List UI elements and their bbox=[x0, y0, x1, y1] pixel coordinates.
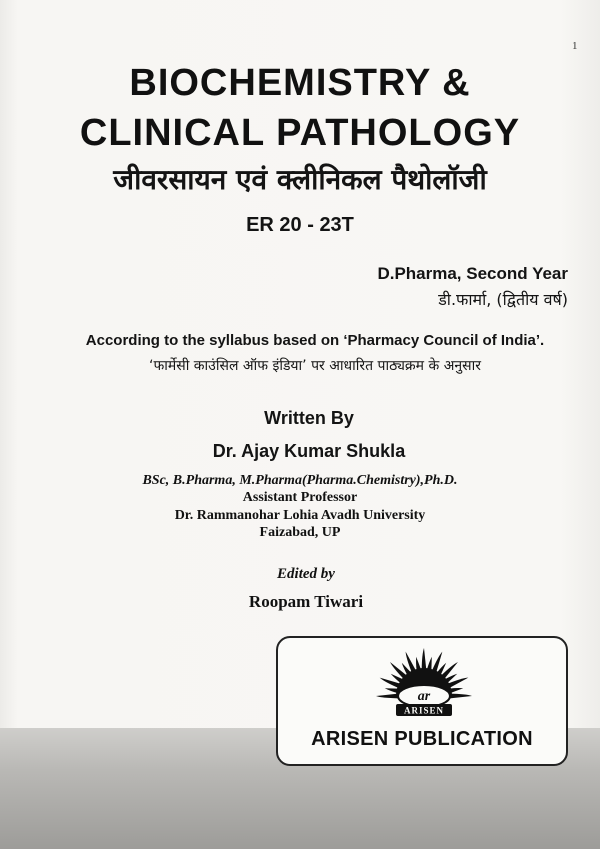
logo-ray bbox=[422, 648, 427, 670]
author-name: Dr. Ajay Kumar Shukla bbox=[212, 441, 406, 461]
book-title-line-1: BIOCHEMISTRY & bbox=[129, 62, 471, 104]
publisher-logo bbox=[374, 644, 474, 720]
logo-monogram: ar bbox=[417, 689, 431, 704]
author-university: Dr. Rammanohar Lohia Avadh University bbox=[174, 508, 426, 523]
course-name: D.Pharma, Second Year bbox=[377, 264, 568, 283]
course-code: ER 20 - 23T bbox=[246, 214, 354, 236]
author-position: Assistant Professor bbox=[242, 490, 358, 505]
page-number: 1 bbox=[572, 40, 578, 52]
syllabus-note-hindi: ‘फार्मेसी काउंसिल ऑफ इंडिया’ पर आधारित पाठ्यक्रम के अनुसार bbox=[149, 358, 481, 374]
written-by-label: Written By bbox=[264, 408, 354, 428]
logo-ray bbox=[450, 694, 472, 699]
book-title-hindi: जीवरसायन एवं क्लीनिकल पैथोलॉजी bbox=[113, 163, 487, 196]
book-title-line-2: CLINICAL PATHOLOGY bbox=[79, 112, 521, 154]
editor-name: Roopam Tiwari bbox=[248, 592, 364, 611]
course-name-hindi: डी.फार्मा, (द्वितीय वर्ष) bbox=[438, 290, 568, 309]
syllabus-note: According to the syllabus based on ‘Pharmacy Council of India’. bbox=[85, 332, 545, 349]
logo-ray bbox=[376, 694, 398, 699]
logo-wordmark: ARISEN bbox=[403, 705, 445, 716]
author-city: Faizabad, UP bbox=[259, 525, 341, 540]
author-degrees: BSc, B.Pharma, M.Pharma(Pharma.Chemistry),Ph.D. bbox=[142, 473, 458, 488]
publisher-name: ARISEN PUBLICATION bbox=[311, 728, 533, 750]
edited-by-label: Edited by bbox=[277, 566, 335, 582]
publisher-box bbox=[276, 636, 568, 766]
